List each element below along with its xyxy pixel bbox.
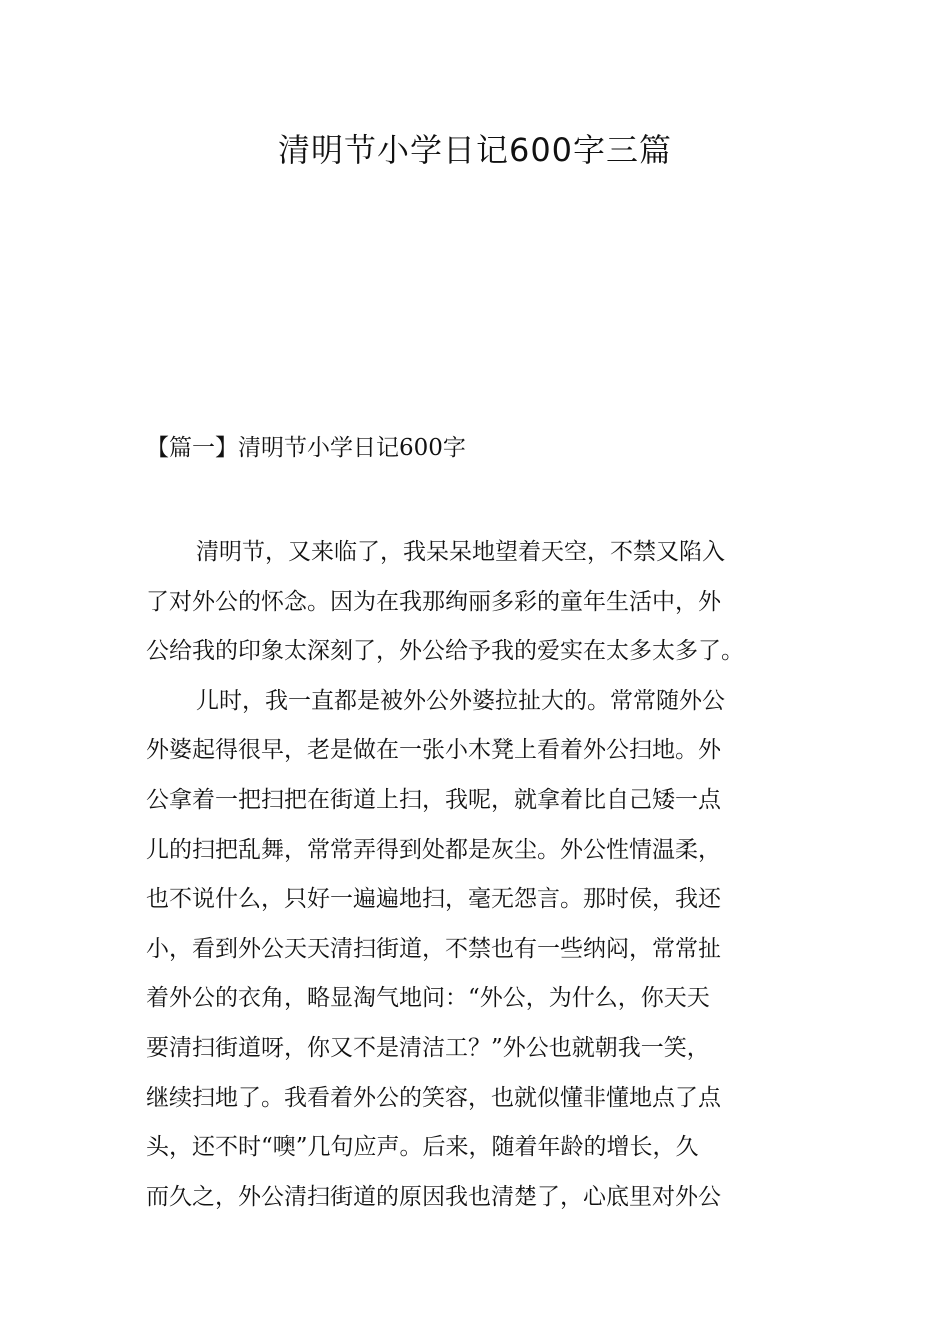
text-line: 公给我的印象太深刻了，外公给予我的爱实在太多太多了。 xyxy=(146,638,744,665)
body-text xyxy=(146,528,811,1222)
text-line: 也不说什么，只好一遍遍地扫，毫无怨言。那时侯，我还 xyxy=(146,886,721,913)
section-heading: 【篇一】清明节小学日记600字 xyxy=(146,435,466,461)
text-line: 着外公的衣角，略显淘气地问：“外公，为什么，你天天 xyxy=(146,985,710,1012)
text-line: 公拿着一把扫把在街道上扫，我呢，就拿着比自己矮一点 xyxy=(146,786,721,813)
document-title: 清明节小学日记600字三篇 xyxy=(277,131,673,169)
text-line: 外婆起得很早，老是做在一张小木凳上看着外公扫地。外 xyxy=(146,737,721,764)
text-line: 继续扫地了。我看着外公的笑容，也就似懂非懂地点了点 xyxy=(146,1084,721,1111)
text-line: 了对外公的怀念。因为在我那绚丽多彩的童年生活中，外 xyxy=(146,588,721,615)
text-line: 儿的扫把乱舞，常常弄得到处都是灰尘。外公性情温柔， xyxy=(146,836,721,863)
text-line: 清明节，又来临了，我呆呆地望着天空，不禁又陷入 xyxy=(196,539,725,565)
text-line: 儿时，我一直都是被外公外婆拉扯大的。常常随外公 xyxy=(196,687,725,714)
text-line: 头，还不时“噢”几句应声。后来，随着年龄的增长，久 xyxy=(146,1134,699,1161)
text-line: 要清扫街道呀，你又不是清洁工？”外公也就朝我一笑， xyxy=(146,1034,710,1061)
text-line: 而久之，外公清扫街道的原因我也清楚了，心底里对外公 xyxy=(146,1183,721,1210)
text-line: 小，看到外公天天清扫街道，不禁也有一些纳闷，常常扯 xyxy=(146,935,721,962)
